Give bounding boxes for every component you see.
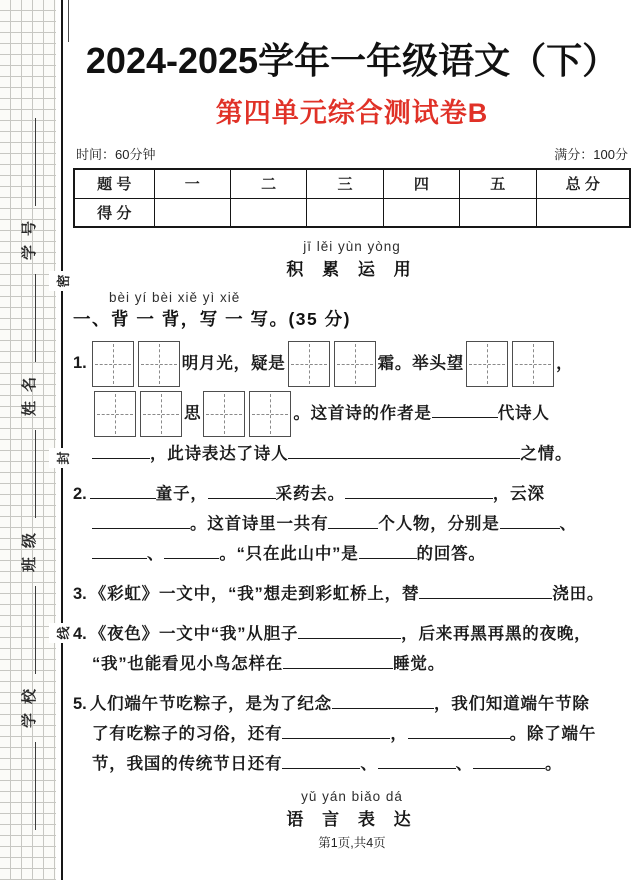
student-field-blank (35, 586, 36, 674)
question-text: 、 (147, 545, 165, 563)
question-number: 4. (73, 625, 87, 643)
answer-blank-line (164, 543, 219, 559)
meta-row (73, 144, 631, 163)
character-writing-box (140, 391, 182, 437)
score-empty-cell (383, 198, 459, 227)
full-score-label: 满分：100分 (554, 147, 628, 162)
question-text: 童子， (155, 485, 208, 503)
student-field-label: 班级 (20, 523, 38, 572)
question-text: 采药去。 (275, 485, 345, 503)
character-writing-box (138, 341, 180, 387)
score-empty-cell (460, 198, 536, 227)
question-text: 之情。 (520, 445, 573, 463)
seal-char: 封 (49, 448, 75, 468)
question-line (73, 439, 631, 469)
question-text: 个人物，分别是 (378, 515, 500, 533)
answer-blank-line (90, 483, 156, 499)
score-empty-cell (230, 198, 306, 227)
character-writing-box (203, 391, 245, 437)
question-text: 思 (184, 404, 202, 423)
question-text: 。除了端午 (509, 725, 597, 743)
score-table-header-cell: 四 (383, 169, 459, 198)
score-table-header-row (74, 169, 630, 198)
student-field-label: 学号 (20, 211, 38, 260)
question-line (73, 509, 631, 539)
question-text: 。这首诗的作者是 (293, 404, 432, 423)
character-writing-box (94, 391, 136, 437)
question-text: 人们端午节吃粽子，是为了纪念 (89, 695, 332, 713)
student-field-blank (35, 742, 36, 830)
question-number: 5. (73, 695, 87, 713)
answer-blank-line (378, 753, 456, 769)
answer-blank-line (92, 513, 190, 529)
character-writing-box (249, 391, 291, 437)
answer-blank-line (92, 443, 150, 459)
seal-line (61, 0, 63, 880)
question-text: 。“只在此山中”是 (219, 545, 359, 563)
exercise1-title: 一、背 一 背，写 一 写。(35 分) (73, 309, 351, 329)
question-text: 睡觉。 (393, 655, 446, 673)
question (73, 339, 631, 469)
question-text: ，此诗表达了诗人 (150, 445, 289, 463)
answer-blank-line (419, 583, 552, 599)
question-line (73, 619, 631, 649)
question-text: 霜。举头望 (377, 354, 465, 373)
student-field-blank (35, 430, 36, 518)
question-text: 明月光，疑是 (181, 354, 286, 373)
exercise1-head (73, 290, 631, 331)
paper-title: 2024-2025学年一年级语文（下） (85, 40, 619, 81)
score-table-header-cell: 题 号 (74, 169, 154, 198)
question-line (73, 719, 631, 749)
question-line (73, 749, 631, 779)
question-text: 代诗人 (497, 404, 550, 423)
score-label-cell: 得 分 (74, 198, 154, 227)
score-empty-cell (154, 198, 230, 227)
answer-blank-line (282, 723, 390, 739)
question-text: ， (390, 725, 408, 743)
question-line (73, 579, 631, 609)
answer-blank-line (92, 543, 147, 559)
section-part2-title: 语 言 表 达 (286, 810, 418, 829)
exercise1-pinyin: bèi yí bèi xiě yì xiě (109, 290, 241, 305)
student-field-blank (35, 274, 36, 362)
character-writing-box (92, 341, 134, 387)
question (73, 579, 631, 609)
time-limit-label: 时间：60分钟 (76, 147, 156, 162)
student-field-label: 学校 (20, 679, 38, 728)
score-table-header-cell: 五 (460, 169, 536, 198)
answer-blank-line (208, 483, 276, 499)
score-empty-cell (536, 198, 630, 227)
question (73, 479, 631, 569)
page-number-footer: 第1页,共4页 (318, 836, 386, 850)
score-table-header-cell: 总 分 (536, 169, 630, 198)
question-text: 了有吃粽子的习俗，还有 (92, 725, 283, 743)
student-field-blank (35, 118, 36, 206)
question-line (73, 479, 631, 509)
answer-blank-line (332, 693, 434, 709)
answer-blank-line (345, 483, 493, 499)
score-table-header-cell: 一 (154, 169, 230, 198)
character-writing-box (512, 341, 554, 387)
question (73, 619, 631, 679)
answer-blank-line (473, 753, 545, 769)
question-text: ，云深 (492, 485, 545, 503)
score-empty-cell (307, 198, 383, 227)
paper-content (73, 0, 631, 880)
section-part2 (73, 789, 631, 830)
section-part1-title: 积 累 运 用 (286, 260, 418, 279)
question-text: 《彩虹》一文中，“我”想走到彩虹桥上，替 (89, 585, 420, 603)
question-number: 2. (73, 485, 87, 503)
question-text: 、 (559, 515, 577, 533)
paper-subtitle: 第四单元综合测试卷B (215, 98, 489, 128)
answer-blank-line (408, 723, 510, 739)
answer-blank-line (359, 543, 417, 559)
question-line (73, 389, 631, 439)
answer-blank-line (432, 403, 498, 419)
question-text: “我”也能看见小鸟怎样在 (92, 655, 284, 673)
question-number: 1. (73, 354, 87, 373)
question-line (73, 649, 631, 679)
score-table-header-cell: 三 (307, 169, 383, 198)
questions-area (73, 339, 631, 779)
answer-blank-line (288, 443, 520, 459)
answer-blank-line (500, 513, 560, 529)
character-writing-box (466, 341, 508, 387)
section-part1-pinyin: jī lěi yùn yòng (303, 239, 401, 254)
grid-paper-margin (0, 0, 56, 880)
question-text: ， (556, 354, 574, 373)
student-field-label: 姓名 (20, 367, 38, 416)
question (73, 689, 631, 779)
character-writing-box (334, 341, 376, 387)
answer-blank-line (282, 753, 360, 769)
question-text: 的回答。 (416, 545, 486, 563)
section-part1 (73, 239, 631, 280)
question-text: 、 (360, 755, 378, 773)
question-text: 《夜色》一文中“我”从胆子 (89, 625, 299, 643)
section-part2-pinyin: yǔ yán biǎo dá (301, 789, 403, 804)
score-table-score-row (74, 198, 630, 227)
page-edge-line (68, 0, 69, 42)
character-writing-box (288, 341, 330, 387)
seal-char: 密 (49, 271, 75, 291)
question-text: 。这首诗里一共有 (190, 515, 329, 533)
question-number: 3. (73, 585, 87, 603)
seal-char: 线 (49, 623, 75, 643)
student-info-strip (0, 0, 56, 880)
answer-blank-line (283, 653, 393, 669)
answer-blank-line (298, 623, 401, 639)
score-table-header-cell: 二 (230, 169, 306, 198)
question-text: ，我们知道端午节除 (433, 695, 590, 713)
question-line (73, 539, 631, 569)
question-text: 节，我国的传统节日还有 (92, 755, 283, 773)
question-line (73, 689, 631, 719)
question-text: 。 (544, 755, 563, 773)
answer-blank-line (328, 513, 378, 529)
score-table (73, 168, 631, 228)
question-text: 、 (455, 755, 473, 773)
question-line (73, 339, 631, 389)
question-text: ，后来再黑再黑的夜晚， (401, 625, 592, 643)
question-text: 浇田。 (552, 585, 605, 603)
